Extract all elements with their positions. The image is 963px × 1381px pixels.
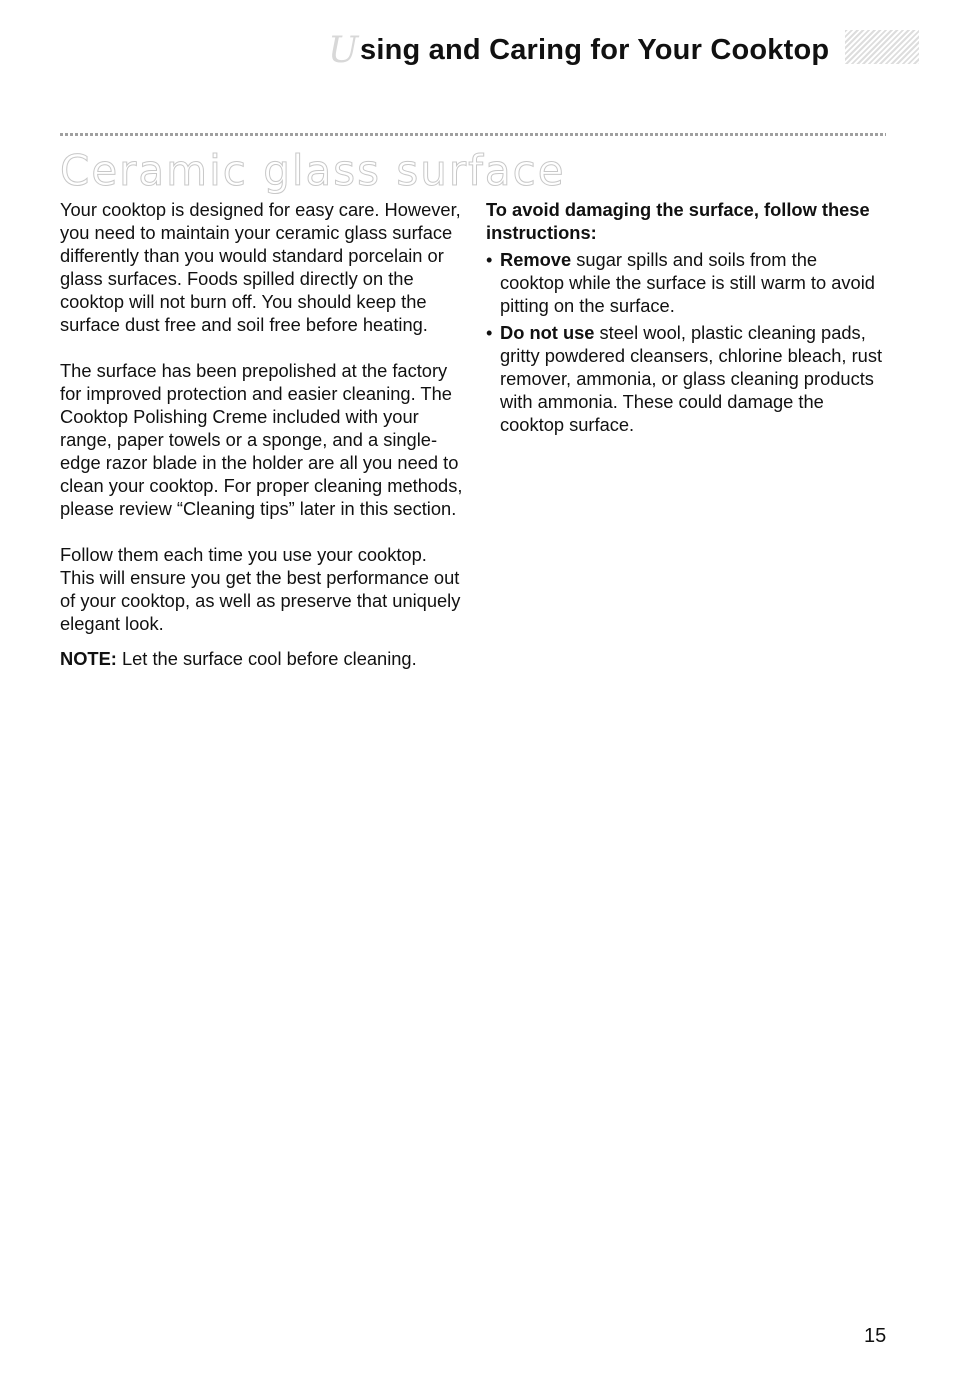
section-title: Ceramic glass surface [60,146,566,195]
bullet-text: sugar spills and soils from the cooktop while the surface is still warm to avoid pitting on the surface. [500,249,875,316]
list-item [486,321,886,436]
dotted-divider [60,133,886,136]
header-title: sing and Caring for Your Cooktop [360,34,830,66]
bullet-text: steel wool, plastic cleaning pads, gritty powdered cleansers, chlorine bleach, rust remover, ammonia, or glass cleaning products with ammonia. These could damage the cooktop surface. [500,322,883,435]
header-initial: U [328,30,359,71]
paragraph-follow: Follow them each time you use your cooktop. This will ensure you get the best performance out of your cooktop, as well as preserve that uniquely elegant look. [60,544,461,634]
instructions-heading: To avoid damaging the surface, follow these instructions: [486,199,870,243]
bullet-lead: Do not use [500,322,595,343]
bullet-dot: • [486,322,493,343]
note [60,647,465,670]
left-column [60,198,465,693]
bullet-lead: Remove [500,249,572,270]
paragraph-prepolished: The surface has been prepolished at the factory for improved protection and easier cleaning. The Cooktop Polishing Creme included with your range, paper towels or a sponge, and a single-edge razor blade in the holder are all you need to clean your cooktop. For proper cleaning methods, please review “Cleaning tips” later in this section. [60,360,463,519]
note-label: NOTE: [60,648,117,669]
list-item [486,248,886,317]
note-text: Let the surface cool before cleaning. [116,648,417,669]
page-number: 15 [864,1325,887,1347]
header-decoration [845,30,919,64]
right-column [486,198,886,440]
paragraph-intro: Your cooktop is designed for easy care. However, you need to maintain your ceramic glass surface differently than you would standard porcelain or glass surfaces. Foods spilled directly on the cooktop will not burn off. You should keep the surface dust free and soil free before heating. [60,199,461,335]
page-header [320,30,920,76]
bullet-dot: • [486,249,493,270]
